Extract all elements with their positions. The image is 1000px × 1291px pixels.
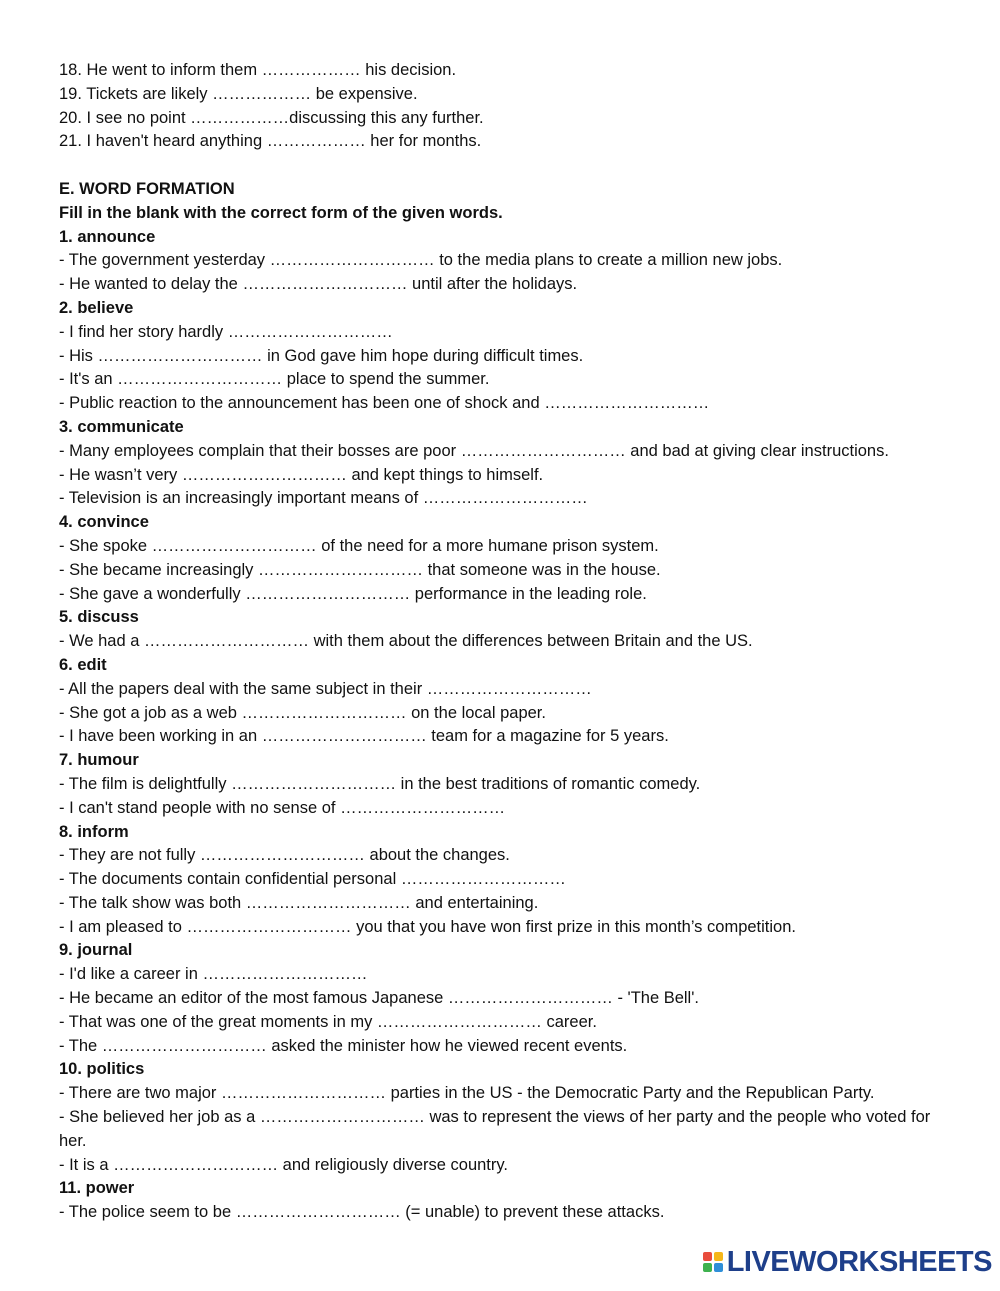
exercise-sentence: - Public reaction to the announcement has been one of shock and ………………………… — [59, 394, 710, 413]
prev-item: 21. I haven't heard anything ……………… her for months. — [59, 132, 482, 151]
exercise-sentence: - I'd like a career in ………………………… — [59, 965, 368, 984]
exercise-sentence: - The talk show was both ………………………… and entertaining. — [59, 893, 539, 912]
exercise-sentence: - I find her story hardly ………………………… — [59, 322, 393, 341]
exercise-sentence: - It's an ………………………… place to spend the summer. — [59, 370, 490, 389]
exercise-sentence: - Television is an increasingly important means of ………………………… — [59, 489, 588, 508]
word-heading: 4. convince — [59, 513, 149, 532]
word-heading: 5. discuss — [59, 608, 139, 627]
word-heading: 2. believe — [59, 298, 134, 317]
liveworksheets-logo — [703, 1245, 992, 1279]
previous-items — [59, 59, 959, 154]
exercise-sentence: - They are not fully ………………………… about the changes. — [59, 846, 510, 865]
word-heading: 8. inform — [59, 822, 129, 841]
prev-item: 19. Tickets are likely ……………… be expensive. — [59, 84, 418, 103]
exercise-sentence: - The government yesterday ………………………… to the media plans to create a million new jobs. — [59, 251, 783, 270]
exercise-sentence: - She became increasingly ………………………… that someone was in the house. — [59, 560, 661, 579]
prev-item: 20. I see no point ………………discussing this any further. — [59, 108, 484, 127]
exercise-sentence: - The documents contain confidential personal ………………………… — [59, 870, 566, 889]
word-heading: 6. edit — [59, 655, 107, 674]
exercise-sentence: - I can't stand people with no sense of ………………………… — [59, 798, 506, 817]
logo-text: LIVEWORKSHEETS — [726, 1245, 992, 1278]
exercise-sentence: - Many employees complain that their bosses are poor ………………………… and bad at giving clear instructions. — [59, 441, 889, 460]
exercise-sentence: - I have been working in an ………………………… team for a magazine for 5 years. — [59, 727, 669, 746]
logo-square-blue — [714, 1263, 723, 1272]
exercise-sentence: - He wanted to delay the ………………………… until after the holidays. — [59, 275, 578, 294]
exercise-sentence: - It is a ………………………… and religiously diverse country. — [59, 1155, 508, 1174]
logo-grid-icon — [703, 1252, 723, 1272]
spacer — [59, 154, 959, 178]
exercise-sentence: - The ………………………… asked the minister how he viewed recent events. — [59, 1036, 628, 1055]
logo-square-red — [703, 1252, 712, 1261]
word-heading: 9. journal — [59, 941, 133, 960]
exercise-sentence: - He became an editor of the most famous Japanese ………………………… - 'The Bell'. — [59, 989, 699, 1008]
word-heading: 10. politics — [59, 1060, 145, 1079]
word-heading: 3. communicate — [59, 417, 184, 436]
word-heading: 7. humour — [59, 751, 139, 770]
prev-item: 18. He went to inform them ……………… his decision. — [59, 61, 457, 79]
exercise-sentence: - The police seem to be ………………………… (= unable) to prevent these attacks. — [59, 1203, 665, 1222]
worksheet-page — [59, 59, 959, 1225]
exercise-sentence: - She gave a wonderfully ………………………… performance in the leading role. — [59, 584, 647, 603]
exercise-sentence: - All the papers deal with the same subject in their ………………………… — [59, 679, 592, 698]
exercise-sentence: - She spoke ………………………… of the need for a more humane prison system. — [59, 536, 659, 555]
section-title: E. WORD FORMATION — [59, 179, 235, 198]
exercise-sentence: - That was one of the great moments in my ………………………… career. — [59, 1012, 597, 1031]
section-instruction: Fill in the blank with the correct form of the given words. — [59, 203, 503, 222]
logo-square-yellow — [714, 1252, 723, 1261]
exercise-sentence: - She believed her job as a ………………………… was to represent the views of her party and the people who voted for her. — [59, 1108, 931, 1150]
word-heading: 1. announce — [59, 227, 156, 246]
word-groups — [59, 226, 959, 1225]
word-heading: 11. power — [59, 1179, 135, 1198]
exercise-sentence: - The film is delightfully ………………………… in the best traditions of romantic comedy. — [59, 774, 701, 793]
exercise-sentence: - We had a ………………………… with them about the differences between Britain and the US. — [59, 632, 753, 651]
exercise-sentence: - There are two major ………………………… parties in the US - the Democratic Party and the Republican Party. — [59, 1084, 875, 1103]
exercise-sentence: - His ………………………… in God gave him hope during difficult times. — [59, 346, 584, 365]
exercise-sentence: - She got a job as a web ………………………… on the local paper. — [59, 703, 546, 722]
exercise-sentence: - He wasn’t very ………………………… and kept things to himself. — [59, 465, 544, 484]
logo-square-green — [703, 1263, 712, 1272]
exercise-sentence: - I am pleased to ………………………… you that you have won first prize in this month’s competition. — [59, 917, 796, 936]
